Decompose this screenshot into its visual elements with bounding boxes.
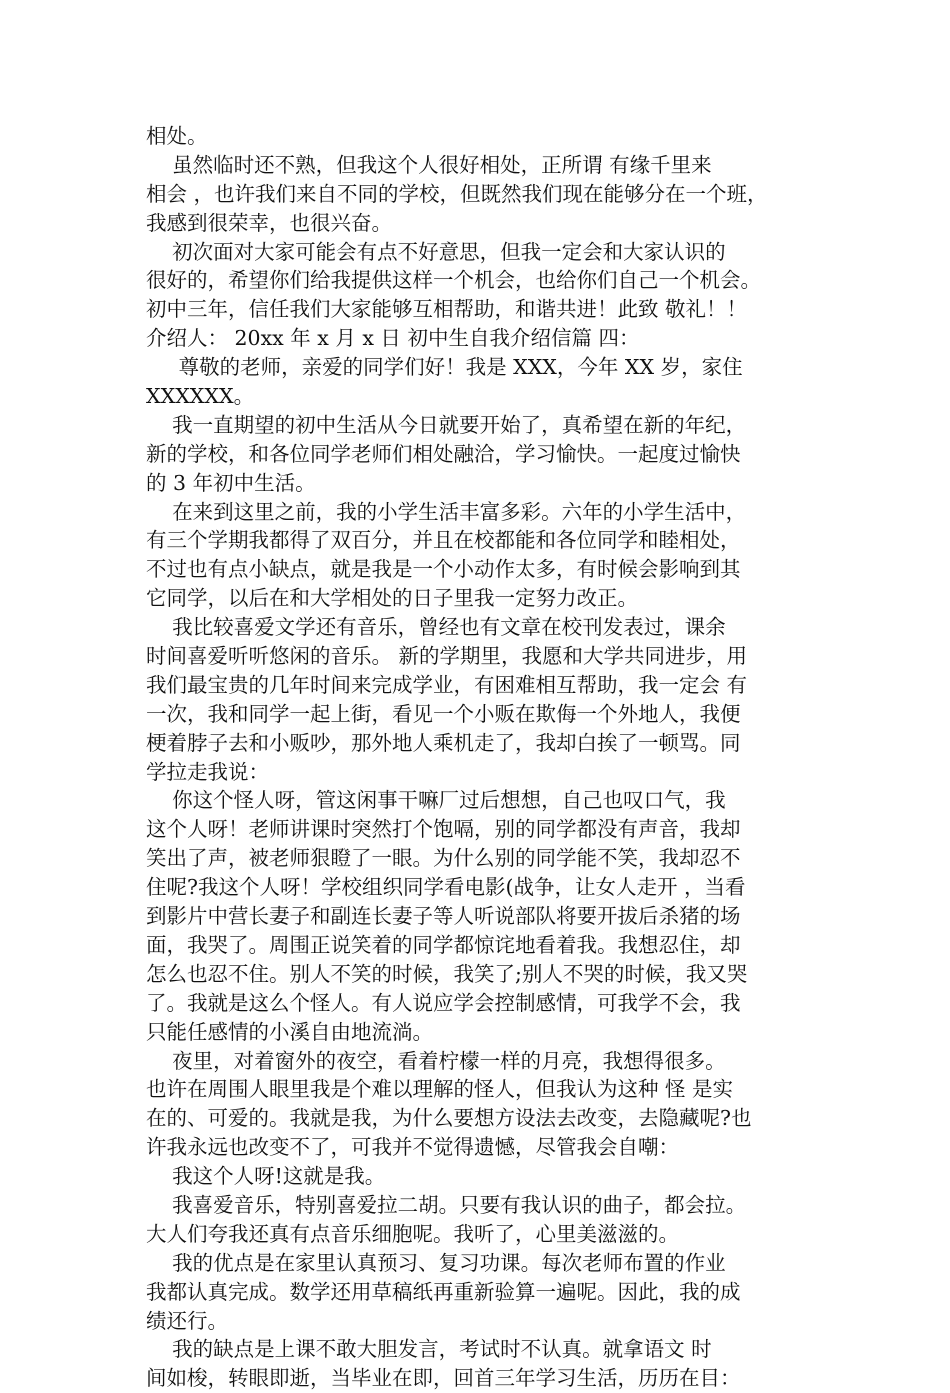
text-line: 初中三年，信任我们大家能够互相帮助，和谐共进！此致 敬礼！！: [146, 297, 748, 322]
text-line: 一次，我和同学一起上街，看见一个小贩在欺侮一个外地人，我便: [146, 701, 741, 726]
text-line: 新的学校，和各位同学老师们相处融洽，学习愉快。一起度过愉快: [146, 441, 741, 466]
text-line: 这个人呀！老师讲课时突然打个饱嗝，别的同学都没有声音，我却: [146, 817, 741, 842]
text-line: 绩还行。: [146, 1308, 228, 1333]
text-line: 时间喜爱听听悠闲的音乐。 新的学期里，我愿和大学共同进步，用: [146, 644, 748, 669]
text-line: 相会 ，也许我们来自不同的学校，但既然我们现在能够分在一个班，: [146, 181, 768, 206]
text-line: 到影片中营长妻子和副连长妻子等人听说部队将要开拔后杀猪的场: [146, 904, 741, 929]
text-line: 我的优点是在家里认真预习、复习功课。每次老师布置的作业: [146, 1250, 726, 1275]
text-line: 笑出了声，被老师狠瞪了一眼。为什么别的同学能不笑，我却忍不: [146, 846, 741, 871]
text-line: 的 3 年初中生活。: [146, 470, 316, 495]
text-line: 很好的，希望你们给我提供这样一个机会，也给你们自己一个机会。: [146, 268, 761, 293]
text-line: 在来到这里之前，我的小学生活丰富多彩。六年的小学生活中，: [146, 499, 747, 524]
text-line: 我比较喜爱文学还有音乐，曾经也有文章在校刊发表过，课余: [146, 615, 726, 640]
text-line: XXXXXX。: [146, 384, 255, 409]
text-line: 只能任感情的小溪自由地流淌。: [146, 1019, 433, 1044]
text-line: 间如梭，转眼即逝，当毕业在即，回首三年学习生活，历历在目：: [146, 1366, 741, 1391]
text-line: 夜里，对着窗外的夜空，看着柠檬一样的月亮，我想得很多。: [146, 1048, 726, 1073]
text-line: 相处。: [146, 124, 208, 148]
text-line: 大人们夸我还真有点音乐细胞呢。我听了，心里美滋滋的。: [146, 1221, 679, 1246]
text-line: 我的缺点是上课不敢大胆发言，考试时不认真。就拿语文 时: [146, 1337, 712, 1362]
text-line: 了。我就是这么个怪人。有人说应学会控制感情，可我学不会，我: [146, 990, 741, 1015]
text-line: 我一直期望的初中生活从今日就要开始了，真希望在新的年纪，: [146, 412, 747, 437]
text-line: 我们最宝贵的几年时间来完成学业，有困难相互帮助，我一定会 有: [146, 672, 748, 697]
text-line: 在的、可爱的。我就是我，为什么要想方设法去改变，去隐藏呢?也: [146, 1106, 752, 1131]
text-line: 它同学，以后在和大学相处的日子里我一定努力改正。: [146, 586, 638, 611]
text-line: 不过也有点小缺点，就是我是一个小动作太多，有时候会影响到其: [146, 557, 741, 582]
text-line: 也许在周围人眼里我是个难以理解的怪人，但我认为这种 怪 是实: [146, 1077, 734, 1102]
text-line: 我这个人呀!这就是我。: [146, 1164, 386, 1189]
text-line: 虽然临时还不熟，但我这个人很好相处，正所谓 有缘千里来: [146, 152, 712, 177]
text-line: 面，我哭了。周围正说笑着的同学都惊诧地看着我。我想忍住，却: [146, 932, 741, 957]
text-line: 我感到很荣幸，也很兴奋。: [146, 210, 392, 235]
text-line: 你这个怪人呀，管这闲事干嘛厂过后想想，自己也叹口气，我: [146, 788, 726, 813]
text-line: 我喜爱音乐，特别喜爱拉二胡。只要有我认识的曲子，都会拉。: [146, 1192, 747, 1217]
text-line: 尊敬的老师，亲爱的同学们好！我是 XXX，今年 XX 岁，家住: [146, 355, 743, 380]
text-line: 介绍人： 20xx 年 x 月 x 日 初中生自我介绍信篇 四：: [146, 326, 640, 351]
text-line: 怎么也忍不住。别人不笑的时候，我笑了;别人不哭的时候，我又哭: [146, 961, 748, 986]
text-line: 初次面对大家可能会有点不好意思，但我一定会和大家认识的: [146, 239, 726, 264]
text-line: 许我永远也改变不了，可我并不觉得遗憾，尽管我会自嘲：: [146, 1135, 679, 1160]
text-line: 梗着脖子去和小贩吵，那外地人乘机走了，我却白挨了一顿骂。同: [146, 730, 741, 755]
text-line: 学拉走我说：: [146, 759, 269, 784]
text-line: 我都认真完成。数学还用草稿纸再重新验算一遍呢。因此，我的成: [146, 1279, 741, 1304]
text-line: 有三个学期我都得了双百分，并且在校都能和各位同学和睦相处，: [146, 528, 741, 553]
document-body: [146, 122, 806, 1393]
text-line: 住呢?我这个人呀！学校组织同学看电影(战争，让女人走开 ，当看: [146, 875, 746, 900]
